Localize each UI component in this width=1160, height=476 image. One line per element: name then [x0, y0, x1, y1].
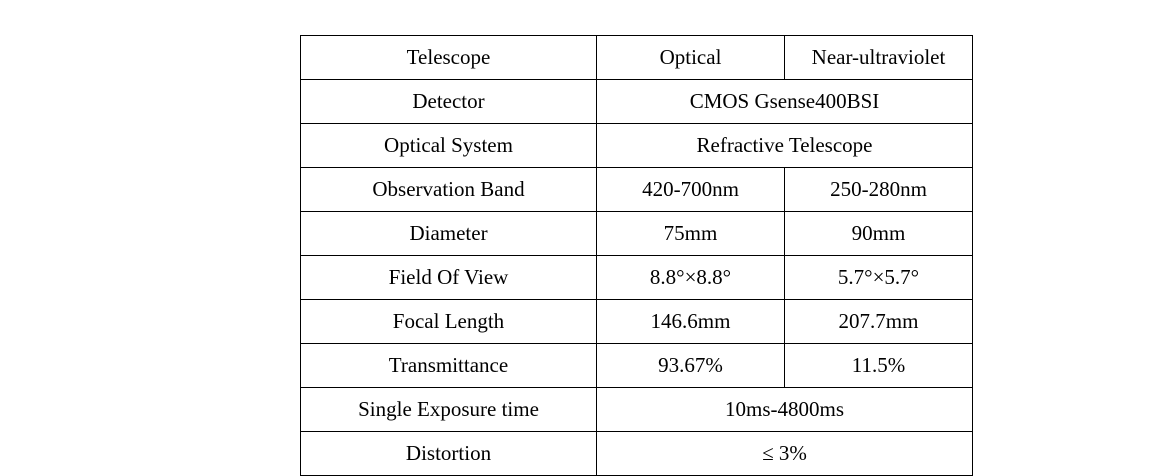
row-label: Telescope: [301, 36, 597, 80]
table-row: [301, 124, 973, 168]
row-value-nuv: 5.7°×5.7°: [785, 256, 973, 300]
row-label: Transmittance: [301, 344, 597, 388]
row-value-optical: 75mm: [597, 212, 785, 256]
table-row: [301, 432, 973, 476]
row-label: Detector: [301, 80, 597, 124]
table-row: [301, 344, 973, 388]
specifications-table: [300, 35, 973, 476]
row-value-nuv: 90mm: [785, 212, 973, 256]
row-label: Focal Length: [301, 300, 597, 344]
row-label: Single Exposure time: [301, 388, 597, 432]
row-value-optical: 93.67%: [597, 344, 785, 388]
row-value-nuv: 207.7mm: [785, 300, 973, 344]
table-row: [301, 36, 973, 80]
specifications-table-container: [300, 35, 972, 476]
table-row: [301, 256, 973, 300]
table-row: [301, 300, 973, 344]
table-row: [301, 212, 973, 256]
row-value-span: 10ms-4800ms: [597, 388, 973, 432]
row-value-optical: 420-700nm: [597, 168, 785, 212]
row-value-optical: 146.6mm: [597, 300, 785, 344]
row-label: Field Of View: [301, 256, 597, 300]
row-value-span: CMOS Gsense400BSI: [597, 80, 973, 124]
table-row: [301, 80, 973, 124]
row-value-nuv: 11.5%: [785, 344, 973, 388]
table-row: [301, 388, 973, 432]
row-value-span: ≤ 3%: [597, 432, 973, 476]
row-label: Distortion: [301, 432, 597, 476]
row-value-nuv: Near-ultraviolet: [785, 36, 973, 80]
row-label: Diameter: [301, 212, 597, 256]
table-row: [301, 168, 973, 212]
row-value-optical: Optical: [597, 36, 785, 80]
row-value-nuv: 250-280nm: [785, 168, 973, 212]
row-label: Optical System: [301, 124, 597, 168]
row-value-span: Refractive Telescope: [597, 124, 973, 168]
row-value-optical: 8.8°×8.8°: [597, 256, 785, 300]
row-label: Observation Band: [301, 168, 597, 212]
